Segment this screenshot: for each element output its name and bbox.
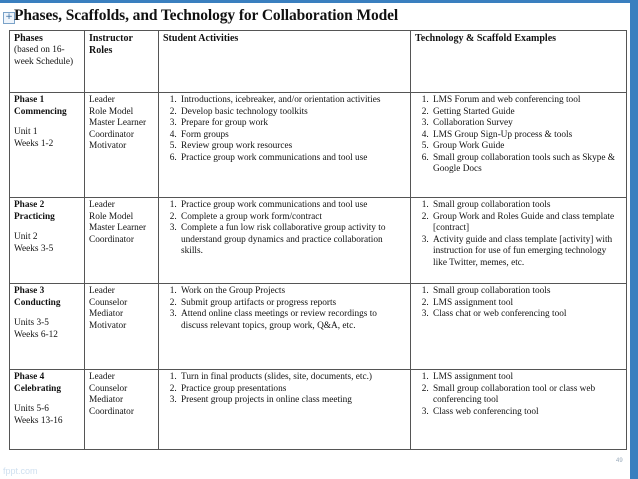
tech-cell	[411, 284, 627, 370]
activity-item: 2. Develop basic technology toolkits	[179, 107, 406, 119]
tech-list	[415, 95, 622, 176]
table-body	[10, 93, 627, 450]
activity-item: 1. Turn in final products (slides, site, documents, etc.)	[179, 372, 406, 384]
phase-name: Practicing	[14, 211, 55, 222]
tech-item: 1. LMS assignment tool	[431, 372, 622, 384]
roles-cell	[85, 284, 159, 370]
tech-item: 3. Class web conferencing tool	[431, 407, 622, 419]
phase-units: Unit 2	[14, 232, 38, 243]
phase-cell	[10, 284, 85, 370]
role-item: Master Learner	[89, 118, 147, 129]
header-activities: Student Activities	[159, 31, 411, 93]
tech-item: 2. LMS assignment tool	[431, 298, 622, 310]
header-row	[10, 31, 627, 93]
table-row	[10, 284, 627, 370]
tech-item: 2. Group Work and Roles Guide and class template [contract]	[431, 212, 622, 235]
role-item: Coordinator	[89, 234, 134, 245]
table-row	[10, 93, 627, 198]
activity-item: 3. Present group projects in online class meeting	[179, 395, 406, 407]
activity-item: 3. Prepare for group work	[179, 118, 406, 130]
collaboration-model-table	[9, 30, 627, 450]
tech-item: 3. Collaboration Survey	[431, 118, 622, 130]
role-item: Mediator	[89, 395, 124, 406]
header-roles: Instructor Roles	[85, 31, 159, 93]
phase-name: Commencing	[14, 106, 67, 117]
role-item: Master Learner	[89, 223, 147, 234]
tech-item: 1. Small group collaboration tools	[431, 200, 622, 212]
tech-item: 2. Small group collaboration tool or class web conferencing tool	[431, 384, 622, 407]
role-item: Counselor	[89, 383, 128, 394]
tech-cell	[411, 370, 627, 450]
phase-weeks: Weeks 1-2	[14, 138, 54, 149]
phase-name: Celebrating	[14, 383, 61, 394]
phase-number: Phase 1	[14, 95, 45, 105]
activities-cell	[159, 93, 411, 198]
tech-list	[415, 372, 622, 418]
activity-item: 5. Review group work resources	[179, 141, 406, 153]
table-row	[10, 198, 627, 284]
phase-number: Phase 3	[14, 286, 45, 296]
expand-plus-icon[interactable]: +	[3, 12, 15, 24]
role-item: Leader	[89, 286, 115, 296]
role-item: Role Model	[89, 211, 134, 222]
tech-item: 2. Getting Started Guide	[431, 107, 622, 119]
activity-item: 1. Work on the Group Projects	[179, 286, 406, 298]
activity-item: 1. Introductions, icebreaker, and/or orientation activities	[179, 95, 406, 107]
activities-cell	[159, 284, 411, 370]
watermark: fppt.com	[3, 466, 38, 476]
tech-item: 3. Activity guide and class template [activity] with instruction for use of fun emerging technology like Twitter, memes, etc.	[431, 235, 622, 270]
tech-item: 3. Class chat or web conferencing tool	[431, 309, 622, 321]
phase-cell	[10, 93, 85, 198]
tech-list	[415, 200, 622, 269]
header-phases	[10, 31, 85, 93]
roles-cell	[85, 198, 159, 284]
page-number: 49	[616, 458, 623, 464]
activity-item: 4. Form groups	[179, 130, 406, 142]
role-item: Motivator	[89, 141, 127, 152]
activity-item: 2. Submit group artifacts or progress reports	[179, 298, 406, 310]
phase-cell	[10, 198, 85, 284]
phase-number: Phase 4	[14, 372, 45, 382]
role-item: Mediator	[89, 309, 124, 320]
role-item: Role Model	[89, 106, 134, 117]
tech-item: 5. Group Work Guide	[431, 141, 622, 153]
role-item: Leader	[89, 200, 115, 210]
phase-units: Unit 1	[14, 127, 38, 138]
slide-title: Phases, Scaffolds, and Technology for Collaboration Model	[14, 7, 399, 24]
phase-cell	[10, 370, 85, 450]
activity-item: 3. Attend online class meetings or review recordings to discuss relevant topics, group work, Q&A, etc.	[179, 309, 406, 332]
role-item: Leader	[89, 95, 115, 105]
activity-item: 2. Practice group presentations	[179, 384, 406, 396]
phase-weeks: Weeks 6-12	[14, 329, 58, 340]
phase-name: Conducting	[14, 297, 61, 308]
tech-cell	[411, 93, 627, 198]
phase-units: Units 5-6	[14, 404, 49, 415]
tech-list	[415, 286, 622, 321]
role-item: Leader	[89, 372, 115, 382]
roles-cell	[85, 370, 159, 450]
phase-weeks: Weeks 3-5	[14, 243, 54, 254]
phase-number: Phase 2	[14, 200, 45, 210]
activities-list	[163, 95, 406, 164]
activities-cell	[159, 370, 411, 450]
activity-item: 6. Practice group work communications and tool use	[179, 153, 406, 165]
role-item: Counselor	[89, 297, 128, 308]
tech-item: 1. Small group collaboration tools	[431, 286, 622, 298]
activity-item: 1. Practice group work communications and tool use	[179, 200, 406, 212]
header-tech: Technology & Scaffold Examples	[411, 31, 627, 93]
activities-list	[163, 200, 406, 258]
activities-list	[163, 286, 406, 332]
role-item: Motivator	[89, 320, 127, 331]
tech-item: 4. LMS Group Sign-Up process & tools	[431, 130, 622, 142]
phase-units: Units 3-5	[14, 318, 49, 329]
tech-cell	[411, 198, 627, 284]
top-accent-bar	[0, 0, 630, 3]
header-phases-sub: (based on 16-week Schedule)	[14, 45, 74, 67]
role-item: Coordinator	[89, 129, 134, 140]
phase-weeks: Weeks 13-16	[14, 415, 63, 426]
roles-cell	[85, 93, 159, 198]
activities-cell	[159, 198, 411, 284]
role-item: Coordinator	[89, 406, 134, 417]
tech-item: 1. LMS Forum and web conferencing tool	[431, 95, 622, 107]
activity-item: 3. Complete a fun low risk collaborative group activity to understand group dynamics and practice collaboration skills.	[179, 223, 406, 258]
header-phases-label: Phases	[14, 33, 43, 44]
activity-item: 2. Complete a group work form/contract	[179, 212, 406, 224]
table-row	[10, 370, 627, 450]
activities-list	[163, 372, 406, 407]
tech-item: 6. Small group collaboration tools such as Skype & Google Docs	[431, 153, 622, 176]
